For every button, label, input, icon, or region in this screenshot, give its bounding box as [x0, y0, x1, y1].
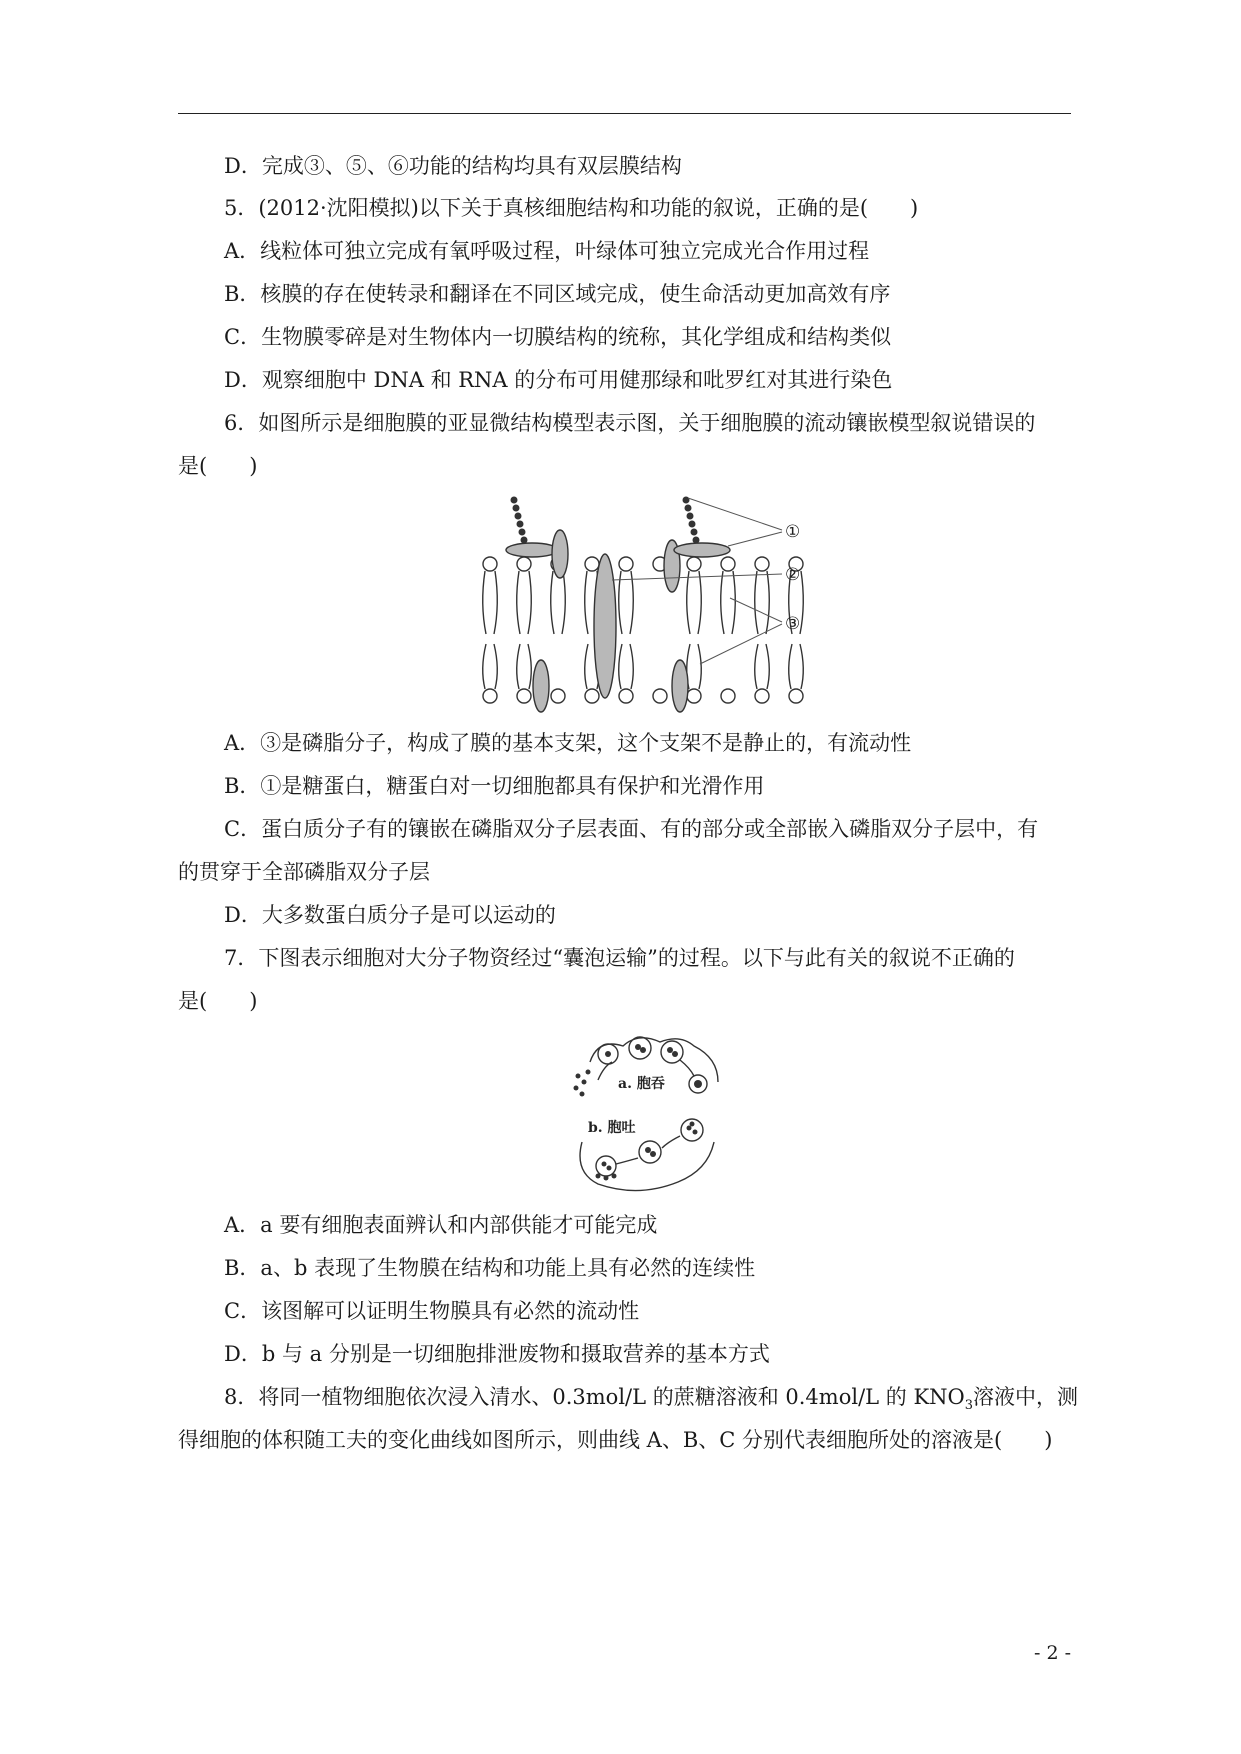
page-number: - 2 - — [1033, 1642, 1071, 1664]
q8-stem-part2: 溶液中，测 — [973, 1385, 1079, 1409]
q6-stem-line1: 6．如图所示是细胞膜的亚显微结构模型表示图，关于细胞膜的流动镶嵌模型叙说错误的 — [224, 411, 1036, 435]
q7-option-c: C．该图解可以证明生物膜具有必然的流动性 — [224, 1299, 640, 1323]
fig1-label-3: ③ — [785, 614, 801, 634]
q7-option-d: D．b 与 a 分别是一切细胞排泄废物和摄取营养的基本方式 — [224, 1342, 770, 1366]
q5-option-a: A．线粒体可独立完成有氧呼吸过程，叶绿体可独立完成光合作用过程 — [224, 239, 870, 263]
q7-stem-line2: 是( ) — [178, 989, 258, 1013]
q5-option-d: D．观察细胞中 DNA 和 RNA 的分布可用健那绿和吡罗红对其进行染色 — [224, 368, 893, 392]
q8-stem-line1 — [224, 1382, 1078, 1412]
fig2-label-a: a. 胞吞 — [618, 1076, 665, 1092]
q7-option-b: B．a、b 表现了生物膜在结构和功能上具有必然的连续性 — [224, 1256, 756, 1280]
q4-option-d: D．完成③、⑤、⑥功能的结构均具有双层膜结构 — [224, 154, 682, 178]
q6-option-c-line2: 的贯穿于全部磷脂双分子层 — [178, 860, 430, 884]
fig1-label-2: ② — [785, 565, 801, 585]
vesicle-transport-figure — [568, 1032, 734, 1194]
q8-stem-subscript: 3 — [964, 1398, 974, 1414]
q5-stem: 5．(2012·沈阳模拟)以下关于真核细胞结构和功能的叙说，正确的是( ) — [224, 196, 919, 220]
q6-option-a: A．③是磷脂分子，构成了膜的基本支架，这个支架不是静止的，有流动性 — [224, 731, 912, 755]
q6-option-d: D．大多数蛋白质分子是可以运动的 — [224, 903, 556, 927]
fig2-label-b: b. 胞吐 — [588, 1120, 636, 1136]
q6-option-b: B．①是糖蛋白，糖蛋白对一切细胞都具有保护和光滑作用 — [224, 774, 765, 798]
fig1-label-1: ① — [785, 522, 801, 542]
q8-stem-part1: 8．将同一植物细胞依次浸入清水、0.3mol/L 的蔗糖溶液和 0.4mol/L 的 KNO — [224, 1385, 965, 1409]
q7-stem-line1: 7．下图表示细胞对大分子物资经过“囊泡运输”的过程。以下与此有关的叙说不正确的 — [224, 946, 1015, 970]
q6-stem-line2: 是( ) — [178, 454, 258, 478]
cell-membrane-figure — [460, 494, 840, 714]
header-rule — [178, 113, 1071, 114]
q7-option-a: A．a 要有细胞表面辨认和内部供能才可能完成 — [224, 1213, 658, 1237]
q8-stem-line2: 得细胞的体积随工夫的变化曲线如图所示，则曲线 A、B、C 分别代表细胞所处的溶液是( ) — [178, 1428, 1053, 1452]
q5-option-c: C．生物膜零碎是对生物体内一切膜结构的统称，其化学组成和结构类似 — [224, 325, 892, 349]
q6-option-c-line1: C．蛋白质分子有的镶嵌在磷脂双分子层表面、有的部分或全部嵌入磷脂双分子层中，有 — [224, 817, 1039, 841]
q5-option-b: B．核膜的存在使转录和翻译在不同区域完成，使生命活动更加高效有序 — [224, 282, 891, 306]
